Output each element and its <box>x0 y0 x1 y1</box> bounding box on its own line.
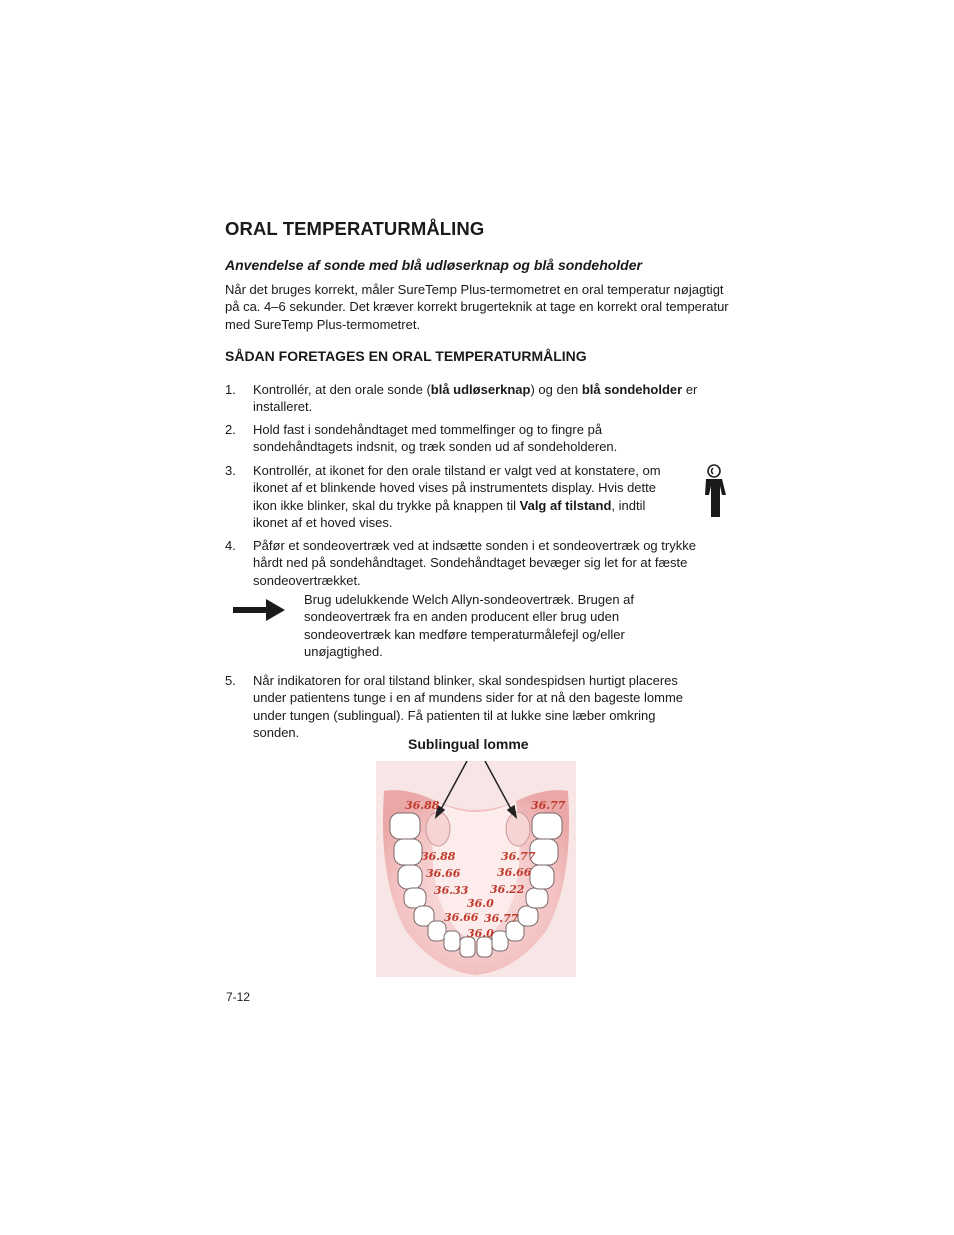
step-2 <box>225 421 730 457</box>
oral-mode-person-icon <box>700 462 730 520</box>
step-1 <box>225 381 730 417</box>
step-line: under patientens tunge i en af mundens sider for at nå den bageste lomme <box>253 690 684 706</box>
page-title: ORAL TEMPERATURMÅLING <box>225 218 485 239</box>
step-number: 2. <box>225 422 236 437</box>
step-line: ikon ikke blinker, skal du trykke på knappen til Valg af tilstand, indtil <box>253 497 646 513</box>
note-line: Brug udelukkende Welch Allyn-sondeovertræk. Brugen af <box>304 592 635 607</box>
step-line: Kontrollér, at den orale sonde (blå udløserknap) og den blå sondeholder er <box>253 382 698 397</box>
step-line: Hold fast i sondehåndtaget med tommelfinger og to fingre på <box>253 422 603 437</box>
sublingual-pocket-left <box>426 812 450 846</box>
page-number: 7-12 <box>226 990 251 1004</box>
temp-label: 36.77 <box>484 912 519 925</box>
temp-label: 36.22 <box>490 883 525 896</box>
note-arrow-icon <box>232 598 286 622</box>
note-line: sondeovertræk fra en anden producent eller brug uden <box>304 609 620 625</box>
step-line: ikonet af et hoved vises. <box>253 514 393 530</box>
intro-paragraph: Når det bruges korrekt, måler SureTemp Plus-termometret en oral temperatur nøjagtigt på ca. 4–6 sekunder. Det kræver korrekt brugerteknik at tage en korrekt oral temperatur med SureTemp Plus-termometret. <box>225 282 729 332</box>
step-line: sondeovertrækket. <box>253 572 361 588</box>
step-number: 4. <box>225 538 236 553</box>
figure-caption: Sublingual lomme <box>408 736 529 752</box>
step-line: ikonet af et blinkende hoved vises på instrumentets display. Hvis dette <box>253 480 656 496</box>
step-number: 3. <box>225 463 236 478</box>
step-5 <box>225 672 730 742</box>
temp-label: 36.66 <box>444 911 479 924</box>
temp-label: 36.66 <box>426 867 461 880</box>
step-4 <box>225 537 730 591</box>
step-number: 1. <box>225 382 236 397</box>
sublingual-pocket-figure <box>376 761 576 977</box>
temp-label: 36.88 <box>405 799 440 812</box>
step-line: Kontrollér, at ikonet for den orale tilstand er valgt ved at konstatere, om <box>253 463 661 478</box>
step-line: installeret. <box>253 399 313 415</box>
step-line: sonden. <box>253 724 300 740</box>
step-line: hårdt ned på sondehåndtaget. Sondehåndtaget bevæger sig let for at fæste <box>253 555 688 571</box>
step-line: sondehåndtagets indsnit, og træk sonden ud af sondeholderen. <box>253 439 618 455</box>
step-3 <box>225 462 730 532</box>
note-line: unøjagtighed. <box>304 643 383 659</box>
temp-label: 36.0 <box>467 927 494 940</box>
note-line: sondeovertræk kan medføre temperaturmålefejl og/eller <box>304 626 625 642</box>
step-line: Påfør et sondeovertræk ved at indsætte sonden i et sondeovertræk og trykke <box>253 538 696 553</box>
step-line: Når indikatoren for oral tilstand blinker, skal sondespidsen hurtigt placeres <box>253 673 678 688</box>
step-line: under tungen (sublingual). Få patienten til at lukke sine læber omkring <box>253 707 656 723</box>
temp-label: 36.88 <box>421 850 456 863</box>
temp-label: 36.77 <box>501 850 536 863</box>
section-heading: SÅDAN FORETAGES EN ORAL TEMPERATURMÅLING <box>225 348 587 364</box>
step-number: 5. <box>225 673 236 688</box>
temp-label: 36.77 <box>531 799 566 812</box>
sublingual-pocket-right <box>506 812 530 846</box>
subtitle: Anvendelse af sonde med blå udløserknap og blå sondeholder <box>225 257 642 273</box>
temp-label: 36.66 <box>497 866 532 879</box>
temp-label: 36.0 <box>467 897 494 910</box>
temp-label: 36.33 <box>434 884 469 897</box>
note-block <box>304 591 684 660</box>
